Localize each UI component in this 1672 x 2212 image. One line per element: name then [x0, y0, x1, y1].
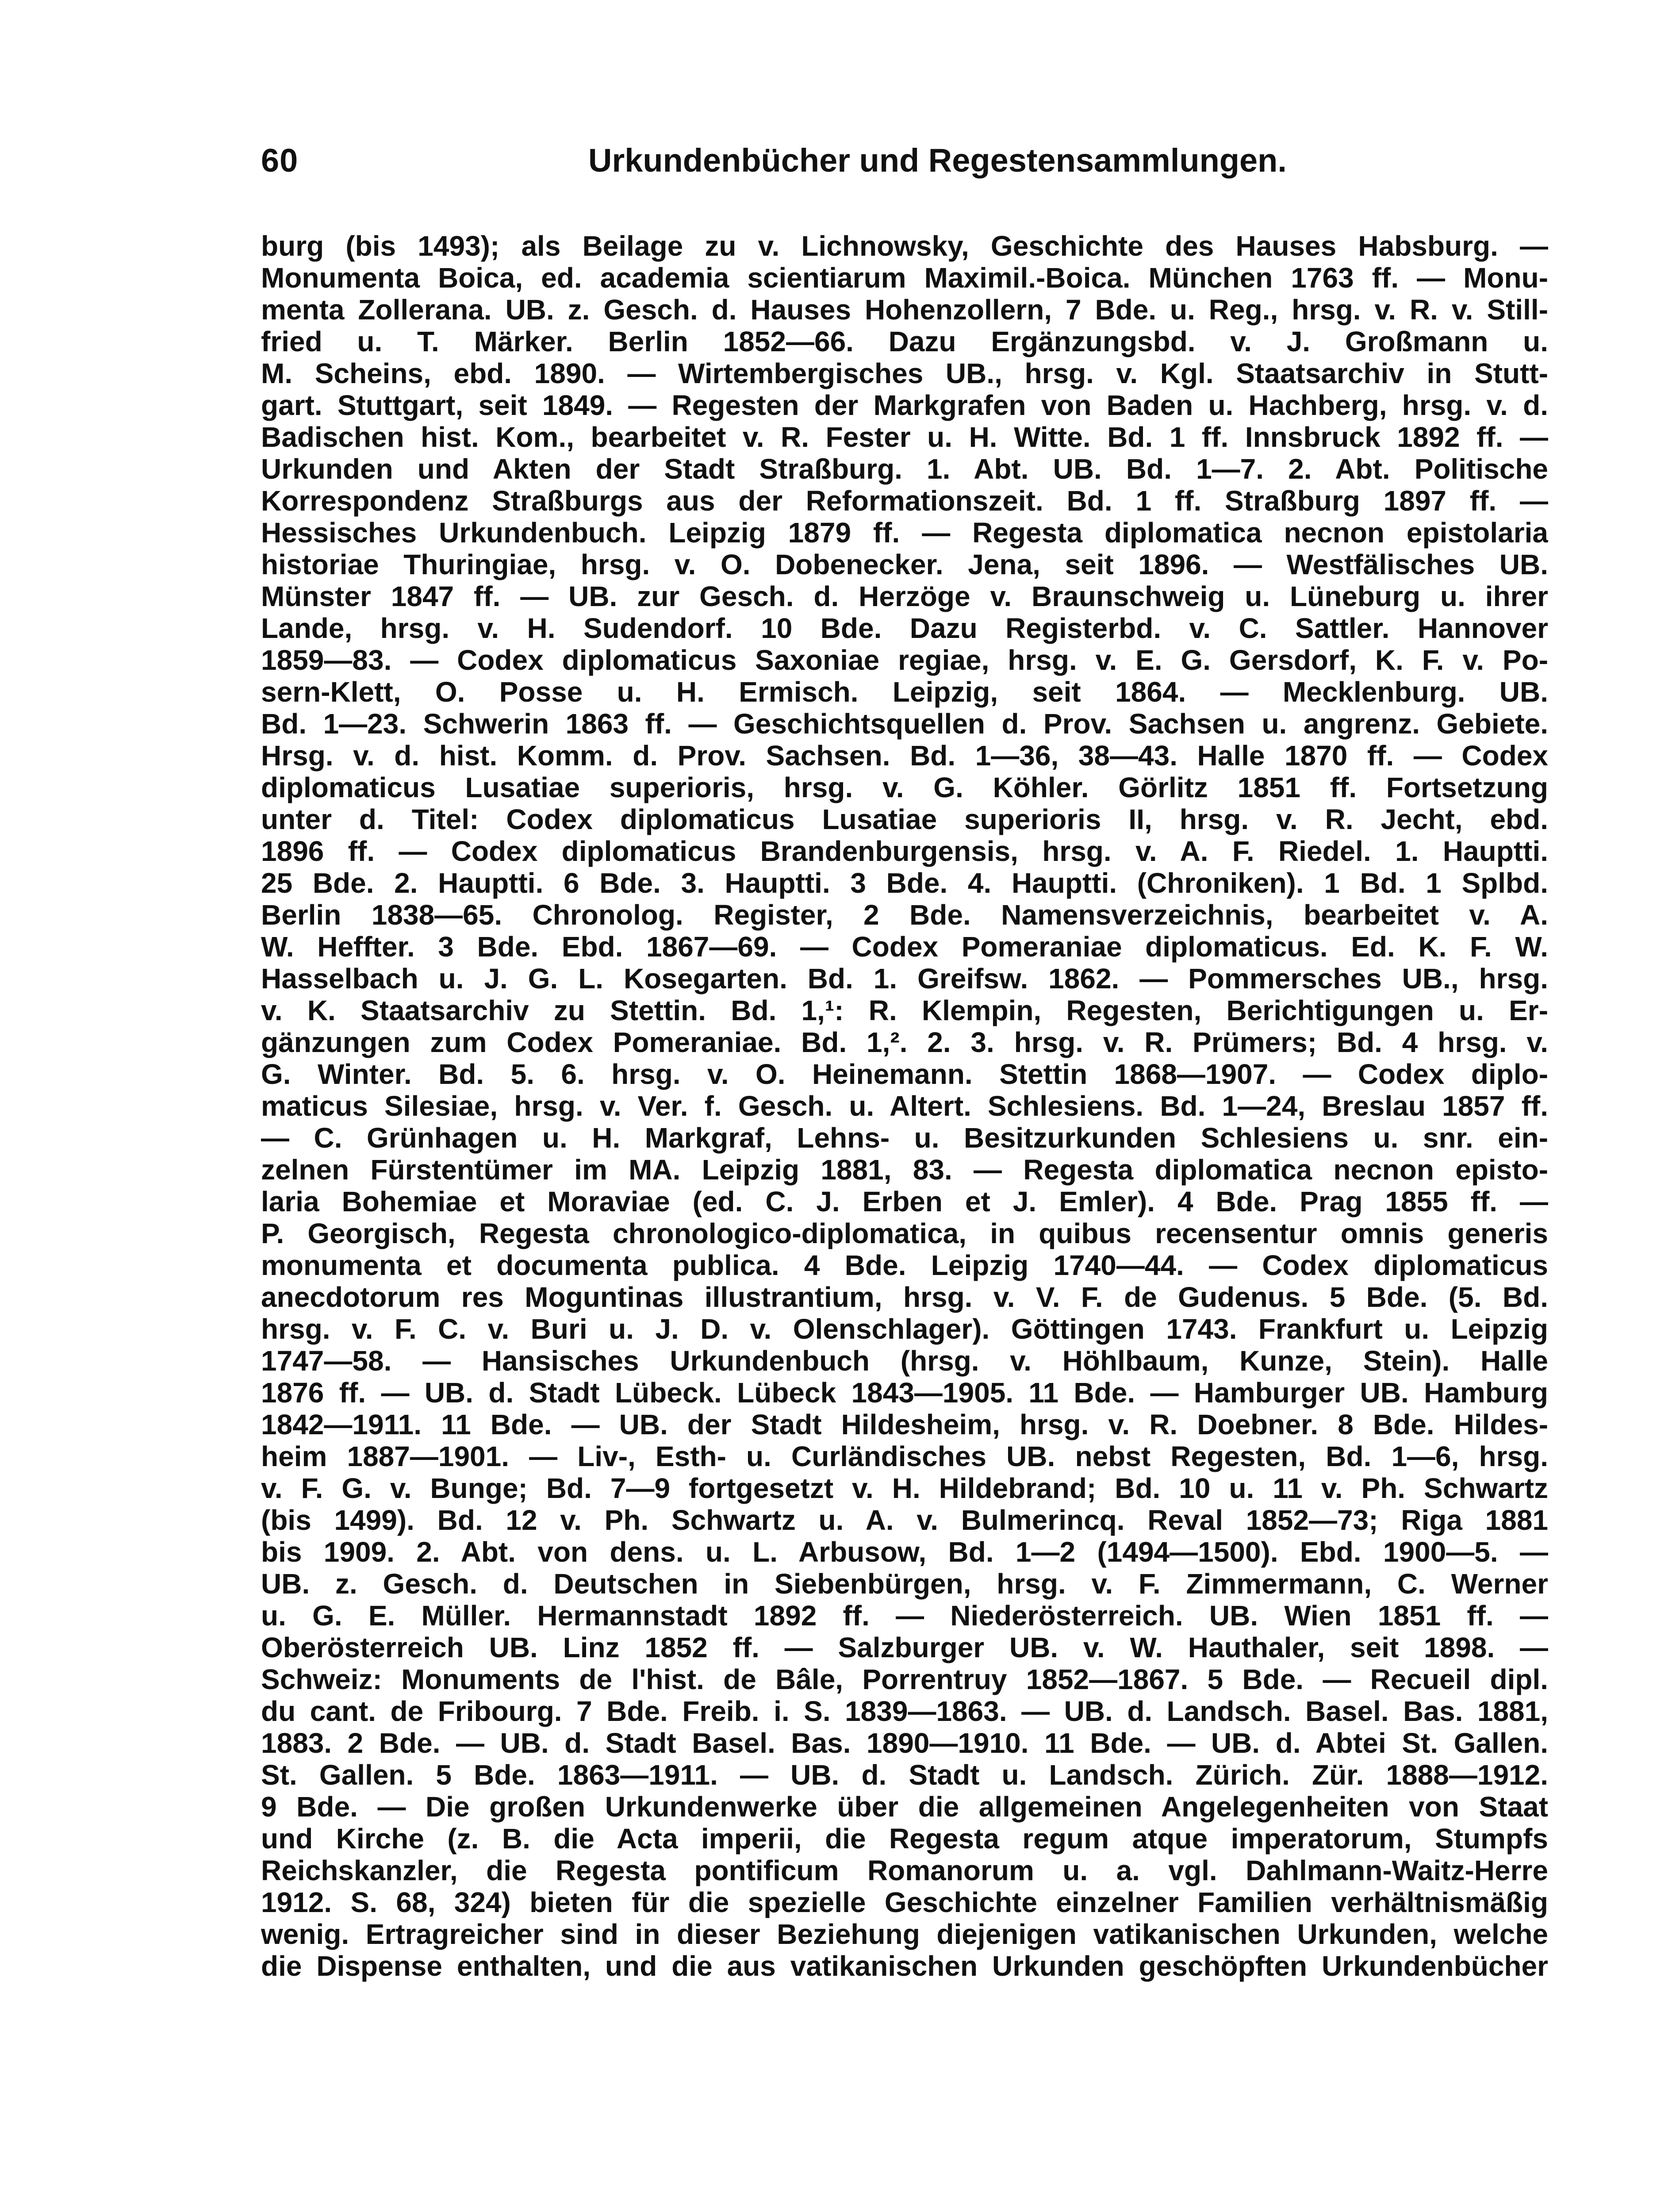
text-line: bis 1909. 2. Abt. von dens. u. L. Arbusow, Bd. 1—2 (1494—1500). Ebd. 1900—5. —	[261, 1536, 1548, 1568]
text-line: hrsg. v. F. C. v. Buri u. J. D. v. Olenschlager). Göttingen 1743. Frankfurt u. Leipzig	[261, 1313, 1548, 1345]
text-line: anecdotorum res Moguntinas illustrantium, hrsg. v. V. F. de Gudenus. 5 Bde. (5. Bd.	[261, 1281, 1548, 1313]
text-line: u. G. E. Müller. Hermannstadt 1892 ff. — Niederösterreich. UB. Wien 1851 ff. —	[261, 1600, 1548, 1632]
text-line: St. Gallen. 5 Bde. 1863—1911. — UB. d. Stadt u. Landsch. Zürich. Zür. 1888—1912.	[261, 1759, 1548, 1791]
text-line: Oberösterreich UB. Linz 1852 ff. — Salzburger UB. v. W. Hauthaler, seit 1898. —	[261, 1632, 1548, 1663]
body-text	[261, 230, 1548, 1982]
text-line: 1883. 2 Bde. — UB. d. Stadt Basel. Bas. 1890—1910. 11 Bde. — UB. d. Abtei St. Gallen.	[261, 1727, 1548, 1759]
text-line: historiae Thuringiae, hrsg. v. O. Dobenecker. Jena, seit 1896. — Westfälisches UB.	[261, 549, 1548, 580]
text-line: Schweiz: Monuments de l'hist. de Bâle, Porrentruy 1852—1867. 5 Bde. — Recueil dipl.	[261, 1663, 1548, 1695]
text-line: Hessisches Urkundenbuch. Leipzig 1879 ff. — Regesta diplomatica necnon epistolaria	[261, 517, 1548, 549]
text-line: v. K. Staatsarchiv zu Stettin. Bd. 1,¹: R. Klempin, Regesten, Berichtigungen u. Er-	[261, 995, 1548, 1026]
page-number: 60	[261, 142, 299, 179]
text-line: W. Heffter. 3 Bde. Ebd. 1867—69. — Codex Pomeraniae diplomaticus. Ed. K. F. W.	[261, 931, 1548, 963]
text-line: Lande, hrsg. v. H. Sudendorf. 10 Bde. Dazu Registerbd. v. C. Sattler. Hannover	[261, 612, 1548, 644]
running-title: Urkundenbücher und Regestensammlungen.	[588, 142, 1287, 179]
text-line: 9 Bde. — Die großen Urkundenwerke über die allgemeinen Angelegenheiten von Staat	[261, 1791, 1548, 1823]
text-line: — C. Grünhagen u. H. Markgraf, Lehns- u. Besitzurkunden Schlesiens u. snr. ein-	[261, 1122, 1548, 1154]
text-line: gänzungen zum Codex Pomeraniae. Bd. 1,². 2. 3. hrsg. v. R. Prümers; Bd. 4 hrsg. v.	[261, 1026, 1548, 1058]
text-line: 1842—1911. 11 Bde. — UB. der Stadt Hildesheim, hrsg. v. R. Doebner. 8 Bde. Hildes-	[261, 1409, 1548, 1440]
text-line: die Dispense enthalten, und die aus vatikanischen Urkunden geschöpften Urkundenbücher	[261, 1950, 1548, 1982]
text-line: Urkunden und Akten der Stadt Straßburg. 1. Abt. UB. Bd. 1—7. 2. Abt. Politische	[261, 453, 1548, 485]
text-line: unter d. Titel: Codex diplomaticus Lusatiae superioris II, hrsg. v. R. Jecht, ebd.	[261, 803, 1548, 835]
text-line: menta Zollerana. UB. z. Gesch. d. Hauses Hohenzollern, 7 Bde. u. Reg., hrsg. v. R. v. Still-	[261, 294, 1548, 326]
text-line: 1912. S. 68, 324) bieten für die spezielle Geschichte einzelner Familien verhältnismäßig	[261, 1886, 1548, 1918]
text-line: Monumenta Boica, ed. academia scientiarum Maximil.-Boica. München 1763 ff. — Monu-	[261, 262, 1548, 294]
text-line: zelnen Fürstentümer im MA. Leipzig 1881, 83. — Regesta diplomatica necnon episto-	[261, 1154, 1548, 1186]
text-line: Reichskanzler, die Regesta pontificum Romanorum u. a. vgl. Dahlmann-Waitz-Herre	[261, 1855, 1548, 1886]
text-line: v. F. G. v. Bunge; Bd. 7—9 fortgesetzt v. H. Hildebrand; Bd. 10 u. 11 v. Ph. Schwartz	[261, 1472, 1548, 1504]
text-line: Berlin 1838—65. Chronolog. Register, 2 Bde. Namensverzeichnis, bearbeitet v. A.	[261, 899, 1548, 931]
text-line: 1896 ff. — Codex diplomaticus Brandenburgensis, hrsg. v. A. F. Riedel. 1. Hauptti.	[261, 835, 1548, 867]
text-line: heim 1887—1901. — Liv-, Esth- u. Curländisches UB. nebst Regesten, Bd. 1—6, hrsg.	[261, 1440, 1548, 1472]
text-line: 25 Bde. 2. Hauptti. 6 Bde. 3. Hauptti. 3 Bde. 4. Hauptti. (Chroniken). 1 Bd. 1 Splbd.	[261, 867, 1548, 899]
text-line: 1859—83. — Codex diplomaticus Saxoniae regiae, hrsg. v. E. G. Gersdorf, K. F. v. Po-	[261, 644, 1548, 676]
text-line: 1747—58. — Hansisches Urkundenbuch (hrsg. v. Höhlbaum, Kunze, Stein). Halle	[261, 1345, 1548, 1377]
text-line: maticus Silesiae, hrsg. v. Ver. f. Gesch. u. Altert. Schlesiens. Bd. 1—24, Breslau 1857 ff.	[261, 1090, 1548, 1122]
text-line: fried u. T. Märker. Berlin 1852—66. Dazu Ergänzungsbd. v. J. Großmann u.	[261, 326, 1548, 357]
text-line: 1876 ff. — UB. d. Stadt Lübeck. Lübeck 1843—1905. 11 Bde. — Hamburger UB. Hamburg	[261, 1377, 1548, 1409]
text-line: Münster 1847 ff. — UB. zur Gesch. d. Herzöge v. Braunschweig u. Lüneburg u. ihrer	[261, 580, 1548, 612]
text-line: Hasselbach u. J. G. L. Kosegarten. Bd. 1. Greifsw. 1862. — Pommersches UB., hrsg.	[261, 963, 1548, 995]
text-line: monumenta et documenta publica. 4 Bde. Leipzig 1740—44. — Codex diplomaticus	[261, 1249, 1548, 1281]
text-line: Badischen hist. Kom., bearbeitet v. R. Fester u. H. Witte. Bd. 1 ff. Innsbruck 1892 ff. —	[261, 421, 1548, 453]
text-line: Bd. 1—23. Schwerin 1863 ff. — Geschichtsquellen d. Prov. Sachsen u. angrenz. Gebiete.	[261, 708, 1548, 740]
text-line: und Kirche (z. B. die Acta imperii, die Regesta regum atque imperatorum, Stumpfs	[261, 1823, 1548, 1855]
text-line: gart. Stuttgart, seit 1849. — Regesten der Markgrafen von Baden u. Hachberg, hrsg. v. d.	[261, 389, 1548, 421]
text-line: M. Scheins, ebd. 1890. — Wirtembergisches UB., hrsg. v. Kgl. Staatsarchiv in Stutt-	[261, 357, 1548, 389]
text-line: UB. z. Gesch. d. Deutschen in Siebenbürgen, hrsg. v. F. Zimmermann, C. Werner	[261, 1568, 1548, 1600]
text-line: Korrespondenz Straßburgs aus der Reformationszeit. Bd. 1 ff. Straßburg 1897 ff. —	[261, 485, 1548, 517]
text-line: sern-Klett, O. Posse u. H. Ermisch. Leipzig, seit 1864. — Mecklenburg. UB.	[261, 676, 1548, 708]
text-line: du cant. de Fribourg. 7 Bde. Freib. i. S. 1839—1863. — UB. d. Landsch. Basel. Bas. 1881,	[261, 1695, 1548, 1727]
text-line: laria Bohemiae et Moraviae (ed. C. J. Erben et J. Emler). 4 Bde. Prag 1855 ff. —	[261, 1186, 1548, 1217]
text-line: P. Georgisch, Regesta chronologico-diplomatica, in quibus recensentur omnis generis	[261, 1217, 1548, 1249]
text-line: Hrsg. v. d. hist. Komm. d. Prov. Sachsen. Bd. 1—36, 38—43. Halle 1870 ff. — Codex	[261, 740, 1548, 772]
text-line: (bis 1499). Bd. 12 v. Ph. Schwartz u. A. v. Bulmerincq. Reval 1852—73; Riga 1881	[261, 1504, 1548, 1536]
text-line: wenig. Ertragreicher sind in dieser Beziehung diejenigen vatikanischen Urkunden, welche	[261, 1918, 1548, 1950]
text-line: burg (bis 1493); als Beilage zu v. Lichnowsky, Geschichte des Hauses Habsburg. —	[261, 230, 1548, 262]
page-header	[261, 142, 1553, 190]
text-line: diplomaticus Lusatiae superioris, hrsg. v. G. Köhler. Görlitz 1851 ff. Fortsetzung	[261, 772, 1548, 803]
text-line: G. Winter. Bd. 5. 6. hrsg. v. O. Heinemann. Stettin 1868—1907. — Codex diplo-	[261, 1058, 1548, 1090]
